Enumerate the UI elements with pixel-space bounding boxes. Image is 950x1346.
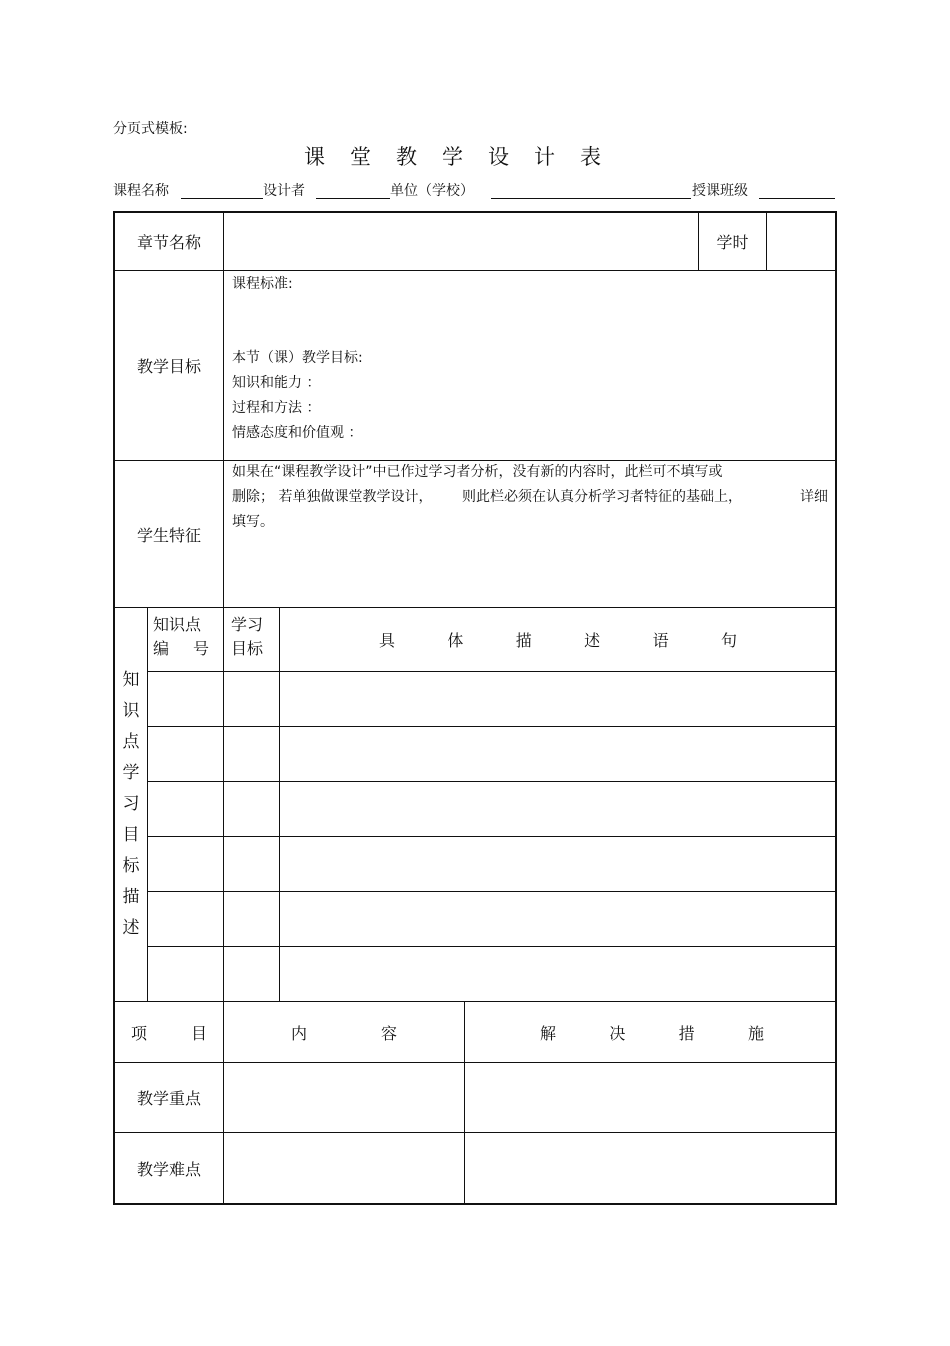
header-char: 句: [720, 631, 737, 650]
header-line: 目标: [231, 639, 264, 658]
chapter-name-input[interactable]: [224, 213, 698, 270]
header-char: 号: [192, 639, 209, 658]
note-segment: 删除； 若单独做课堂教学设计，: [232, 489, 433, 505]
table-row[interactable]: [148, 782, 835, 836]
class-field[interactable]: [759, 198, 835, 199]
student-traits-note-line: [232, 485, 828, 510]
header-line: 知识点: [153, 615, 202, 634]
side-char: 习: [122, 794, 140, 814]
header-char: 语: [652, 631, 669, 650]
header-char: 内: [291, 1023, 308, 1043]
header-char: 解: [540, 1023, 557, 1043]
side-char: 识: [122, 701, 140, 721]
description-header: [379, 608, 737, 671]
unit-label: 单位（学校）: [390, 183, 474, 199]
header-char: 目: [190, 1023, 207, 1043]
header-line: [153, 637, 209, 661]
hours-label: 学时: [716, 233, 749, 252]
page-title: 课堂教学设计表: [304, 145, 626, 169]
header-char: 施: [747, 1023, 764, 1043]
knowledge-number-header: [153, 613, 217, 661]
lesson-goals-text: 本节（课）教学目标:: [232, 350, 363, 366]
side-char: 学: [122, 763, 140, 783]
side-char: 述: [122, 918, 140, 938]
header-char: 容: [380, 1023, 397, 1043]
header-char: 具: [379, 631, 396, 650]
side-char: 目: [122, 825, 140, 845]
content-header: [291, 1002, 397, 1062]
unit-field[interactable]: [491, 198, 691, 199]
table-row[interactable]: [148, 727, 835, 781]
difficulties-content-input[interactable]: [224, 1133, 464, 1203]
table-row[interactable]: [148, 837, 835, 891]
info-row: [113, 180, 835, 202]
key-points-content-input[interactable]: [224, 1063, 464, 1132]
header-char: 描: [515, 631, 532, 650]
table-row[interactable]: [148, 947, 835, 1001]
side-char: 点: [122, 732, 140, 752]
course-standard-text: 课程标准:: [232, 276, 293, 292]
student-traits-label: 学生特征: [136, 525, 201, 545]
knowledge-points-side-label: [115, 608, 147, 1001]
header-char: 述: [584, 631, 601, 650]
template-label: 分页式模板:: [113, 121, 188, 137]
solution-header: [540, 1002, 764, 1062]
header-char: 编: [153, 639, 170, 658]
designer-label: 设计者: [263, 183, 305, 199]
class-label: 授课班级: [692, 183, 748, 199]
col-divider: [223, 213, 224, 607]
difficulties-label: 教学难点: [136, 1159, 201, 1179]
course-name-field[interactable]: [181, 198, 263, 199]
lesson-design-table: [113, 211, 837, 1205]
process-method-text: 过程和方法 ：: [232, 400, 321, 416]
header-char: 项: [131, 1023, 148, 1043]
table-row[interactable]: [148, 672, 835, 726]
teaching-goals-label: 教学目标: [136, 357, 201, 376]
designer-field[interactable]: [316, 198, 390, 199]
side-char: 描: [122, 887, 140, 907]
header-char: 决: [609, 1023, 626, 1043]
chapter-name-label: 章节名称: [136, 233, 201, 252]
header-line: 学习: [231, 615, 264, 634]
note-segment: 详细: [800, 489, 828, 505]
difficulties-solution-input[interactable]: [465, 1133, 835, 1203]
course-name-label: 课程名称: [113, 183, 169, 199]
key-points-solution-input[interactable]: [465, 1063, 835, 1132]
attitude-values-text: 情感态度和价值观 ：: [232, 425, 363, 441]
side-char: 知: [122, 670, 140, 690]
note-segment: 则此栏必须在认真分析学习者特征的基础上，: [462, 489, 742, 505]
learning-goal-header: [231, 613, 277, 661]
side-char: 标: [122, 856, 140, 876]
student-traits-note-line: 填写。: [232, 514, 274, 530]
student-traits-content[interactable]: [232, 460, 828, 535]
key-points-label: 教学重点: [136, 1089, 201, 1108]
student-traits-note-line: 如果在“课程教学设计”中已作过学习者分析，没有新的内容时，此栏可不填写或: [232, 464, 723, 480]
header-char: 措: [678, 1023, 695, 1043]
item-header: [131, 1002, 207, 1062]
header-char: 体: [447, 631, 464, 650]
teaching-goals-content[interactable]: [232, 271, 822, 446]
hours-input[interactable]: [767, 213, 835, 270]
knowledge-ability-text: 知识和能力 ：: [232, 375, 321, 391]
table-row[interactable]: [148, 892, 835, 946]
